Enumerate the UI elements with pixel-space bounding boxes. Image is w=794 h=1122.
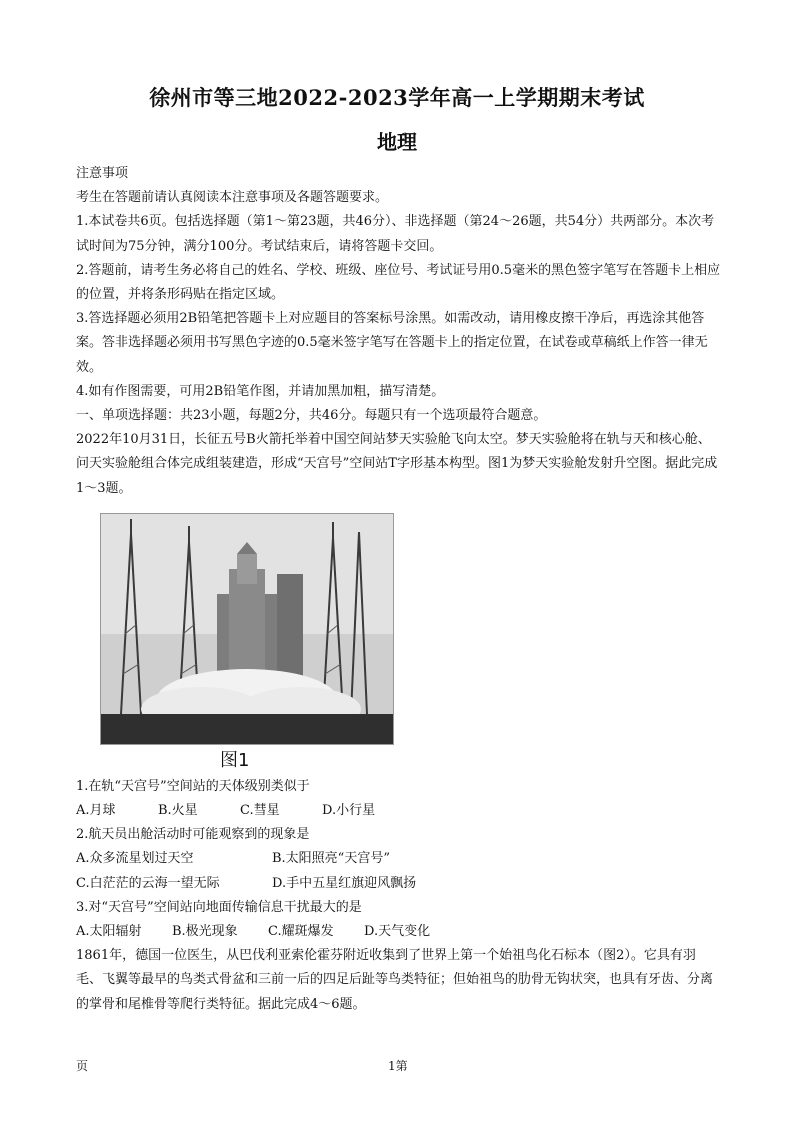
question-3-option-a: A.太阳辐射 <box>76 924 142 940</box>
question-3-stem: 3.对“天宫号”空间站向地面传输信息干扰最大的是 <box>76 899 362 915</box>
question-1-option-b: B.火星 <box>158 803 198 819</box>
section-heading: 一、单项选择题：共23小题，每题2分，共46分。每题只有一个选项最符合题意。 <box>76 408 547 424</box>
subject-title: 地理 <box>377 130 417 154</box>
question-3-options <box>76 920 721 944</box>
notice-item-4: 4.如有作图需要，可用2B铅笔作图，并请加黑加粗，描写清楚。 <box>76 383 445 399</box>
question-1-option-d: D.小行星 <box>322 803 376 819</box>
notice-item-2: 2.答题前，请考生务必将自己的姓名、学校、班级、座位号、考试证号用0.5毫米的黑色签字笔写在答题卡上相应的位置，并将条形码贴在指定区域。 <box>76 262 721 303</box>
question-3-option-b: B.极光现象 <box>172 924 238 940</box>
question-1-option-a: A.月球 <box>76 803 116 819</box>
figure-caption: 图1 <box>220 749 250 771</box>
notice-intro: 考生在答题前请认真阅读本注意事项及各题答题要求。 <box>76 190 389 206</box>
notice-item-3: 3.答选择题必须用2B铅笔把答题卡上对应题目的答案标号涂黑。如需改动，请用橡皮擦干净后，再选涂其他答案。答非选择题必须用书写黑色字迹的0.5毫米签字笔写在答题卡上的指定位置，在试卷或草稿纸上作答一律无效。 <box>76 311 708 375</box>
question-2-option-d: D.手中五星红旗迎风飘扬 <box>272 875 417 891</box>
passage-2: 1861年，德国一位医生，从巴伐利亚索伦霍芬附近收集到了世界上第一个始祖鸟化石标本（图2）。它具有羽毛、飞翼等最早的鸟类式骨盆和三前一后的四足后趾等鸟类特征；但始祖鸟的肋骨无钩状突，也具有牙齿、分离的掌骨和尾椎骨等爬行类特征。据此完成4～6题。 <box>76 948 714 1012</box>
passage-1: 2022年10月31日，长征五号B火箭托举着中国空间站梦天实验舱飞向太空。梦天实验舱将在轨与天和核心舱、问天实验舱组合体完成组装建造，形成“天宫号”空间站T字形基本构型。图1为梦天实验舱发射升空图。据此完成1～3题。 <box>76 432 718 496</box>
question-2-option-a: A.众多流星划过天空 <box>76 851 194 867</box>
rocket-launch-illustration <box>101 514 393 744</box>
figure-1 <box>94 513 386 775</box>
question-1-stem: 1.在轨“天宫号”空间站的天体级别类似于 <box>76 778 310 794</box>
question-1-options <box>76 799 721 823</box>
question-3-option-c: C.耀斑爆发 <box>268 924 334 940</box>
page-number: 1第 <box>388 1059 408 1073</box>
footer-left: 页 <box>76 1059 89 1073</box>
exam-title: 徐州市等三地2022-2023学年高一上学期期末考试 <box>149 85 645 110</box>
exam-body <box>76 162 721 1017</box>
question-3-option-d: D.天气变化 <box>364 924 431 940</box>
rocket-launch-photo <box>100 513 394 745</box>
notice-heading: 注意事项 <box>76 166 129 181</box>
question-2-options-row1 <box>76 847 721 871</box>
notice-item-1: 1.本试卷共6页。包括选择题（第1～第23题，共46分）、非选择题（第24～26题，共54分）共两部分。本次考试时间为75分钟，满分100分。考试结束后，请将答题卡交回。 <box>76 214 715 254</box>
question-2-options-row2 <box>76 872 721 896</box>
question-2-option-b: B.太阳照亮“天宫号” <box>272 851 390 867</box>
question-2-option-c: C.白茫茫的云海一望无际 <box>76 875 220 891</box>
question-2-stem: 2.航天员出舱活动时可能观察到的现象是 <box>76 827 310 843</box>
question-1-option-c: C.彗星 <box>240 803 280 819</box>
